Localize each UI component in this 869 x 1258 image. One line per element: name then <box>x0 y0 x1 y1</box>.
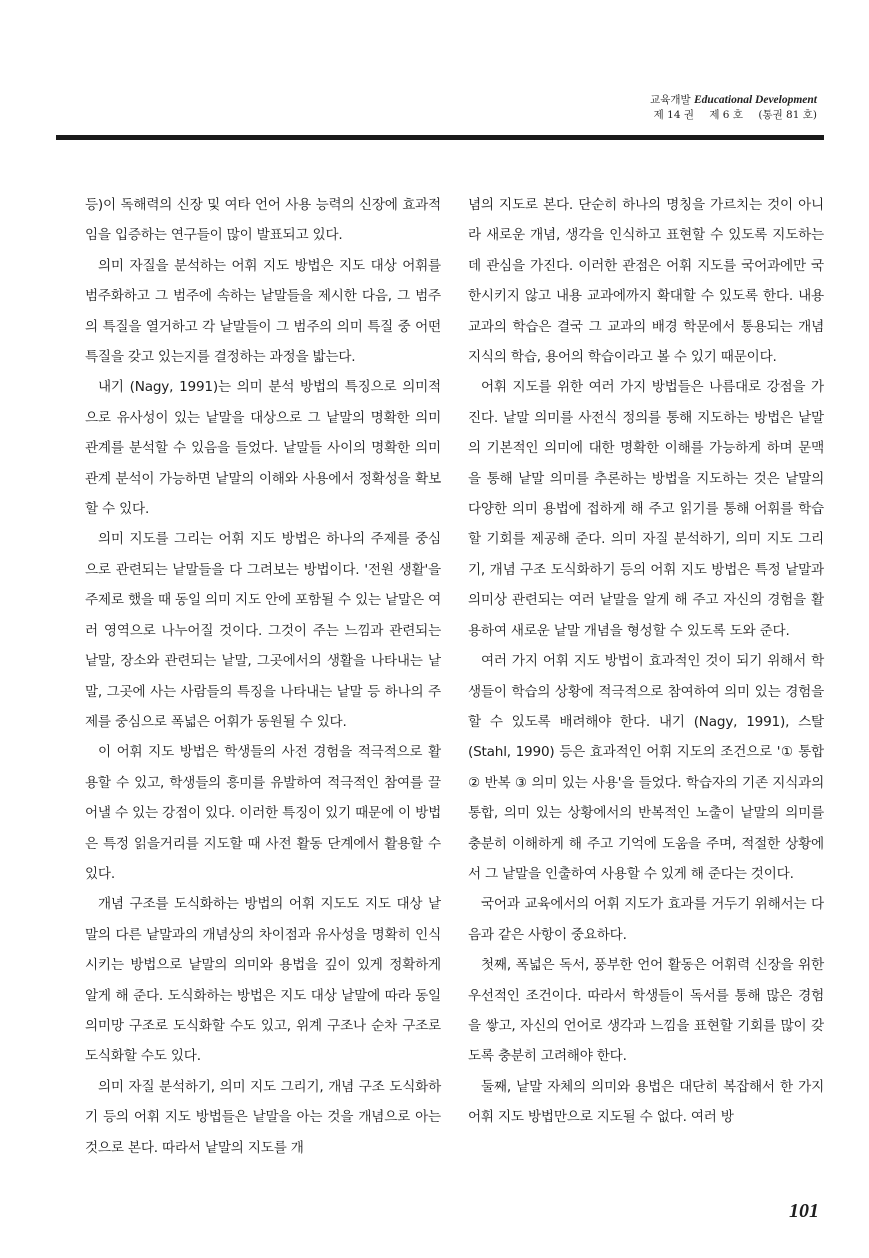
page-number: 101 <box>789 1200 819 1222</box>
journal-title-en: Educational Development <box>694 94 817 106</box>
journal-title <box>0 93 817 108</box>
paragraph: 념의 지도로 본다. 단순히 하나의 명칭을 가르치는 것이 아니라 새로운 개념, 생각을 인식하고 표현할 수 있도록 지도하는 데 관심을 가진다. 이러한 관점은 어휘 지도를 국어과에만 국한시키지 않고 내용 교과에까지 확대할 수 있도록 한다. 내용 교과의 학습은 결국 그 교과의 배경 학문에서 통용되는 개념 지식의 학습, 용어의 학습이라고 볼 수 있기 때문이다. <box>468 197 824 366</box>
paragraph: 첫째, 폭넓은 독서, 풍부한 언어 활동은 어휘력 신장을 위한 우선적인 조건이다. 따라서 학생들이 독서를 통해 많은 경험을 쌓고, 자신의 언어로 생각과 느낌을 표현할 기회를 많이 갖도록 충분히 고려해야 한다. <box>468 957 824 1065</box>
right-column <box>468 190 824 1133</box>
journal-title-kr: 교육개발 <box>650 94 691 106</box>
paragraph: 내기 (Nagy, 1991)는 의미 분석 방법의 특징으로 의미적으로 유사성이 있는 낱말을 대상으로 그 낱말의 명확한 의미 관계를 분석할 수 있음을 들었다. 낱말들 사이의 명확한 의미 관계 분석이 가능하면 낱말의 이해와 사용에서 정확성을 확보할 수 있다. <box>85 379 441 518</box>
paragraph: 여러 가지 어휘 지도 방법이 효과적인 것이 되기 위해서 학생들이 학습의 상황에 적극적으로 참여하여 의미 있는 경험을 할 수 있도록 배려해야 한다. 내기 (Nagy, 1991), 스탈 (Stahl, 1990) 등은 효과적인 어휘 지도의 조건으로 '① 통합 ② 반복 ③ 의미 있는 사용'을 들었다. 학습자의 기존 지식과의 통합, 의미 있는 상황에서의 반복적인 노출이 낱말의 의미를 충분히 이해하게 해 주고 기억에 도움을 주며, 적절한 상황에서 그 낱말을 인출하여 사용할 수 있게 해 준다는 것이다. <box>468 653 824 882</box>
issue-info <box>0 108 817 123</box>
volume: 제 14 권 <box>653 109 694 121</box>
paragraph: 의미 자질을 분석하는 어휘 지도 방법은 지도 대상 어휘를 범주화하고 그 범주에 속하는 낱말들을 제시한 다음, 그 범주의 특질을 열거하고 각 낱말들이 그 범주의 의미 특질 중 어떤 특질을 갖고 있는지를 결정하는 과정을 밟는다. <box>85 257 441 366</box>
paragraph: 개념 구조를 도식화하는 방법의 어휘 지도도 지도 대상 낱말의 다른 낱말과의 개념상의 차이점과 유사성을 명확히 인식시키는 방법으로 낱말의 의미와 용법을 깊이 있게 정확하게 알게 해 준다. 도식화하는 방법은 지도 대상 낱말에 따라 동일 의미망 구조로 도식화할 수도 있고, 위계 구조나 순차 구조로 도식화할 수도 있다. <box>85 896 441 1065</box>
paragraph: 국어과 교육에서의 어휘 지도가 효과를 거두기 위해서는 다음과 같은 사항이 중요하다. <box>468 896 824 943</box>
running-header <box>0 93 817 123</box>
paragraph: 이 어휘 지도 방법은 학생들의 사전 경험을 적극적으로 활용할 수 있고, 학생들의 흥미를 유발하여 적극적인 참여를 끌어낼 수 있는 강점이 있다. 이러한 특징이 있기 때문에 이 방법은 특정 읽을거리를 지도할 때 사전 활동 단계에서 활용할 수 있다. <box>85 744 441 882</box>
header-rule <box>56 135 824 140</box>
paragraph: 의미 지도를 그리는 어휘 지도 방법은 하나의 주제를 중심으로 관련되는 낱말들을 다 그려보는 방법이다. '전원 생활'을 주제로 했을 때 동일 의미 지도 안에 포함될 수 있는 낱말은 여러 영역으로 나누어질 것이다. 그것이 주는 느낌과 관련되는 낱말, 장소와 관련되는 낱말, 그곳에서의 생활을 나타내는 낱말, 그곳에 사는 사람들의 특징을 나타내는 낱말 등 하나의 주제를 중심으로 폭넓은 어휘가 동원될 수 있다. <box>85 531 441 730</box>
issue: 제 6 호 <box>709 109 743 121</box>
left-column <box>85 190 441 1163</box>
total-issue: (통권 81 호) <box>758 109 817 121</box>
paragraph: 둘째, 낱말 자체의 의미와 용법은 대단히 복잡해서 한 가지 어휘 지도 방법만으로 지도될 수 없다. 여러 방 <box>468 1078 824 1126</box>
paragraph: 의미 자질 분석하기, 의미 지도 그리기, 개념 구조 도식화하기 등의 어휘 지도 방법들은 낱말을 아는 것을 개념으로 아는 것으로 본다. 따라서 낱말의 지도를 개 <box>85 1078 441 1156</box>
paragraph: 등)이 독해력의 신장 및 여타 언어 사용 능력의 신장에 효과적임을 입증하는 연구들이 많이 발표되고 있다. <box>85 197 441 244</box>
paragraph: 어휘 지도를 위한 여러 가지 방법들은 나름대로 강점을 가진다. 낱말 의미를 사전식 정의를 통해 지도하는 방법은 낱말의 기본적인 의미에 대한 명확한 이해를 가능하게 하며 문맥을 통해 낱말 의미를 추론하는 방법을 지도하는 것은 낱말의 다양한 의미 용법에 접하게 해 주고 읽기를 통해 어휘를 학습할 기회를 제공해 준다. 의미 자질 분석하기, 의미 지도 그리기, 개념 구조 도식화하기 등의 어휘 지도 방법은 특정 낱말과 의미상 관련되는 여러 낱말을 알게 해 주고 자신의 경험을 활용하여 새로운 낱말 개념을 형성할 수 있도록 도와 준다. <box>468 379 824 639</box>
